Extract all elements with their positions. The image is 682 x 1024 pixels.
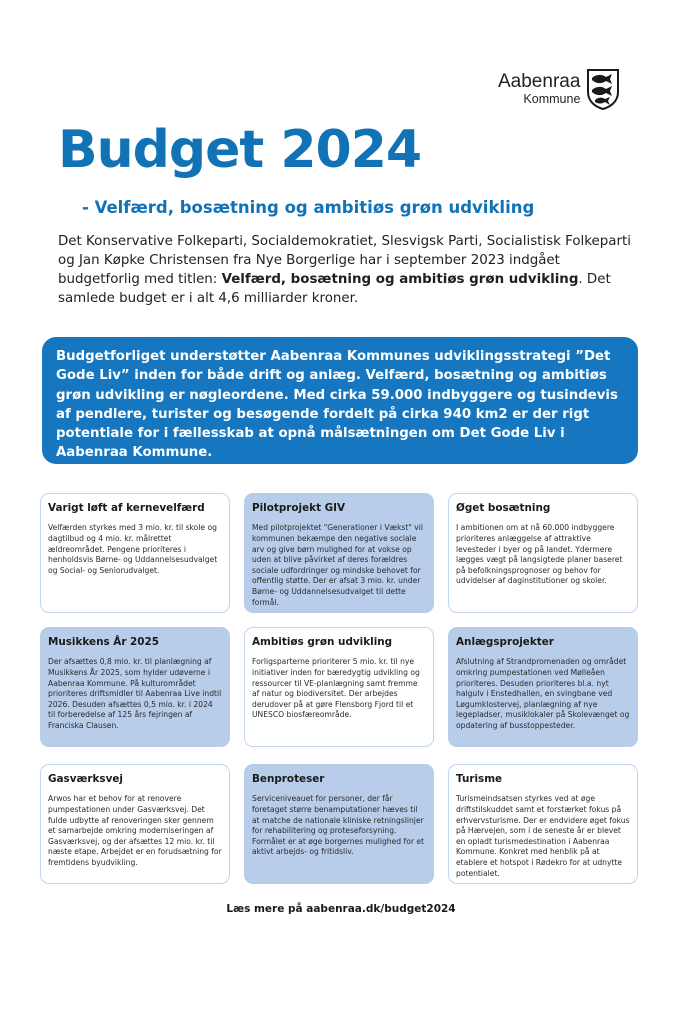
- card-text: Der afsættes 0,8 mio. kr. til planlægning af Musikkens År 2025, som hylder udøverne i Aabenraa Kommune. På kulturområdet prioriteres driftsmidler til Aabenraa Live indtil 2026. Desuden afsættes 0,5 mio. kr. i 2024 til forberedelse af 125 års fejringen af Franciska Clausen.: [48, 657, 222, 731]
- card-text: Med pilotprojektet "Generationer i Vækst" vil kommunen bekæmpe den negative sociale arv og give børn mulighed for at vokse op uden at blive påvirket af deres forældres sociale udfordringer og mindske behovet for offentlig støtte. Der er afsat 3 mio. kr. under Børne- og Uddannelsesudvalget til dette formål.: [252, 523, 423, 607]
- card-benproteser: [244, 764, 434, 884]
- card-text: Forligsparterne prioriterer 5 mio. kr. til nye initiativer inden for bæredygtig udvikling og ressourcer til VE-planlægning samt fremme af natur og biodiversitet. Der arbejdes derudover på at gøre Flensborg Fjord til et UNESCO biosfæreområde.: [252, 657, 420, 720]
- footer-link-text[interactable]: Læs mere på aabenraa.dk/budget2024: [226, 903, 456, 915]
- card-title: Benproteser: [252, 773, 325, 785]
- card-text: I ambitionen om at nå 60.000 indbyggere prioriteres anlæggelse af attraktive levesteder i byer og på landet. Ydermere lægges vægt på langsigtede planer baseret på befolkningsprognoser og behov for udvidelser af daginstitutioner og skoler.: [456, 523, 623, 586]
- card-title: Pilotprojekt GIV: [252, 502, 346, 514]
- intro-tail: . Det samlede budget er i alt 4,6 milliarder kroner.: [58, 272, 611, 306]
- card-groen-udvikling: [244, 627, 434, 747]
- card-text: Arwos har et behov for at renovere pumpestationen under Gasværksvej. Det fulde udbytte af renoveringen sker gennem et samarbejde omkring moderniseringen af Gasværksvej, og der afsættes 12 mio. kr. til næste etape. Arbejdet er en forudsætning for fremtidens byudvikling.: [48, 794, 222, 868]
- strategy-banner: Budgetforliget understøtter Aabenraa Kommunes udviklingsstrategi ”Det Gode Liv” inden for både drift og anlæg. Velfærd, bosætning og ambitiøs grøn udvikling er nøgleordene. Med cirka 59.000 indbyggere og tusindevis af pendlere, turister og besøgende fordelt på cirka 940 km2 er der rigt potentiale for i fællesskab at opnå målsætningen om Det Gode Liv i Aabenraa Kommune.: [42, 337, 638, 464]
- page-subtitle: - Velfærd, bosætning og ambitiøs grøn udvikling: [82, 198, 535, 217]
- coat-of-arms-icon: [586, 68, 620, 110]
- card-title: Anlægsprojekter: [456, 636, 554, 648]
- logo-name: Aabenraa: [498, 71, 581, 93]
- intro-text: Det Konservative Folkeparti, Socialdemokratiet, Slesvigsk Parti, Socialistisk Folkeparti og Jan Køpke Christensen fra Nye Borgerlige har i september 2023 indgået budgetforlig med titlen:: [58, 234, 631, 287]
- card-text: Serviceniveauet for personer, der får foretaget større benamputationer hæves til at matche de nationale kliniske retningslinjer for rehabilitering og proteseforsyning. Formålet er at øge borgernes mulighed for et aktivt arbejds- og fritidsliv.: [252, 794, 425, 857]
- card-title: Ambitiøs grøn udvikling: [252, 636, 393, 648]
- card-gasvaerksvej: [40, 764, 230, 884]
- card-title: Varigt løft af kernevelfærd: [48, 502, 205, 514]
- card-anlaegsprojekter: [448, 627, 638, 747]
- card-oget-bosaetning: [448, 493, 638, 613]
- card-text: Turismeindsatsen styrkes ved at øge driftstilskuddet samt et forstærket fokus på erhvervsturisme. Der er endvidere øget fokus på Hærvejen, som i de seneste år er blevet en opladt turismedestination i Aabenraa Kommune. Konkret med henblik på at etablere et hotspot i Rødekro for at udnytte potentialet.: [456, 794, 630, 878]
- logo-subtitle: Kommune: [523, 92, 581, 107]
- card-title: Øget bosætning: [456, 502, 551, 514]
- card-title: Musikkens År 2025: [48, 636, 159, 648]
- card-text: Velfærden styrkes med 3 mio. kr. til skole og dagtilbud og 4 mio. kr. målrettet ældreområdet. Pengene prioriteres i henholdsvis Børne- og Uddannelsesudvalget og Social- og Seniorudvalget.: [48, 523, 218, 575]
- intro-bold-title: Velfærd, bosætning og ambitiøs grøn udvikling: [221, 272, 579, 287]
- card-text: Afslutning af Strandpromenaden og området omkring pumpestationen ved Mølleåen prioriteres. Desuden prioriteres bl.a. nyt halgulv i Enstedhallen, en svingbane ved Løgumklostervej, planlægning af nye legepladser, musiklokaler på Skolevænget og opdatering af busstoppesteder.: [456, 657, 630, 731]
- intro-paragraph: [58, 232, 638, 308]
- page-title: Budget 2024: [58, 120, 422, 180]
- card-musikkens-aar: [40, 627, 230, 747]
- card-kernevelfaerd: [40, 493, 230, 613]
- card-title: Turisme: [456, 773, 503, 785]
- card-turisme: [448, 764, 638, 884]
- aabenraa-logo: [498, 68, 620, 110]
- card-pilotprojekt-giv: [244, 493, 434, 613]
- card-title: Gasværksvej: [48, 773, 123, 785]
